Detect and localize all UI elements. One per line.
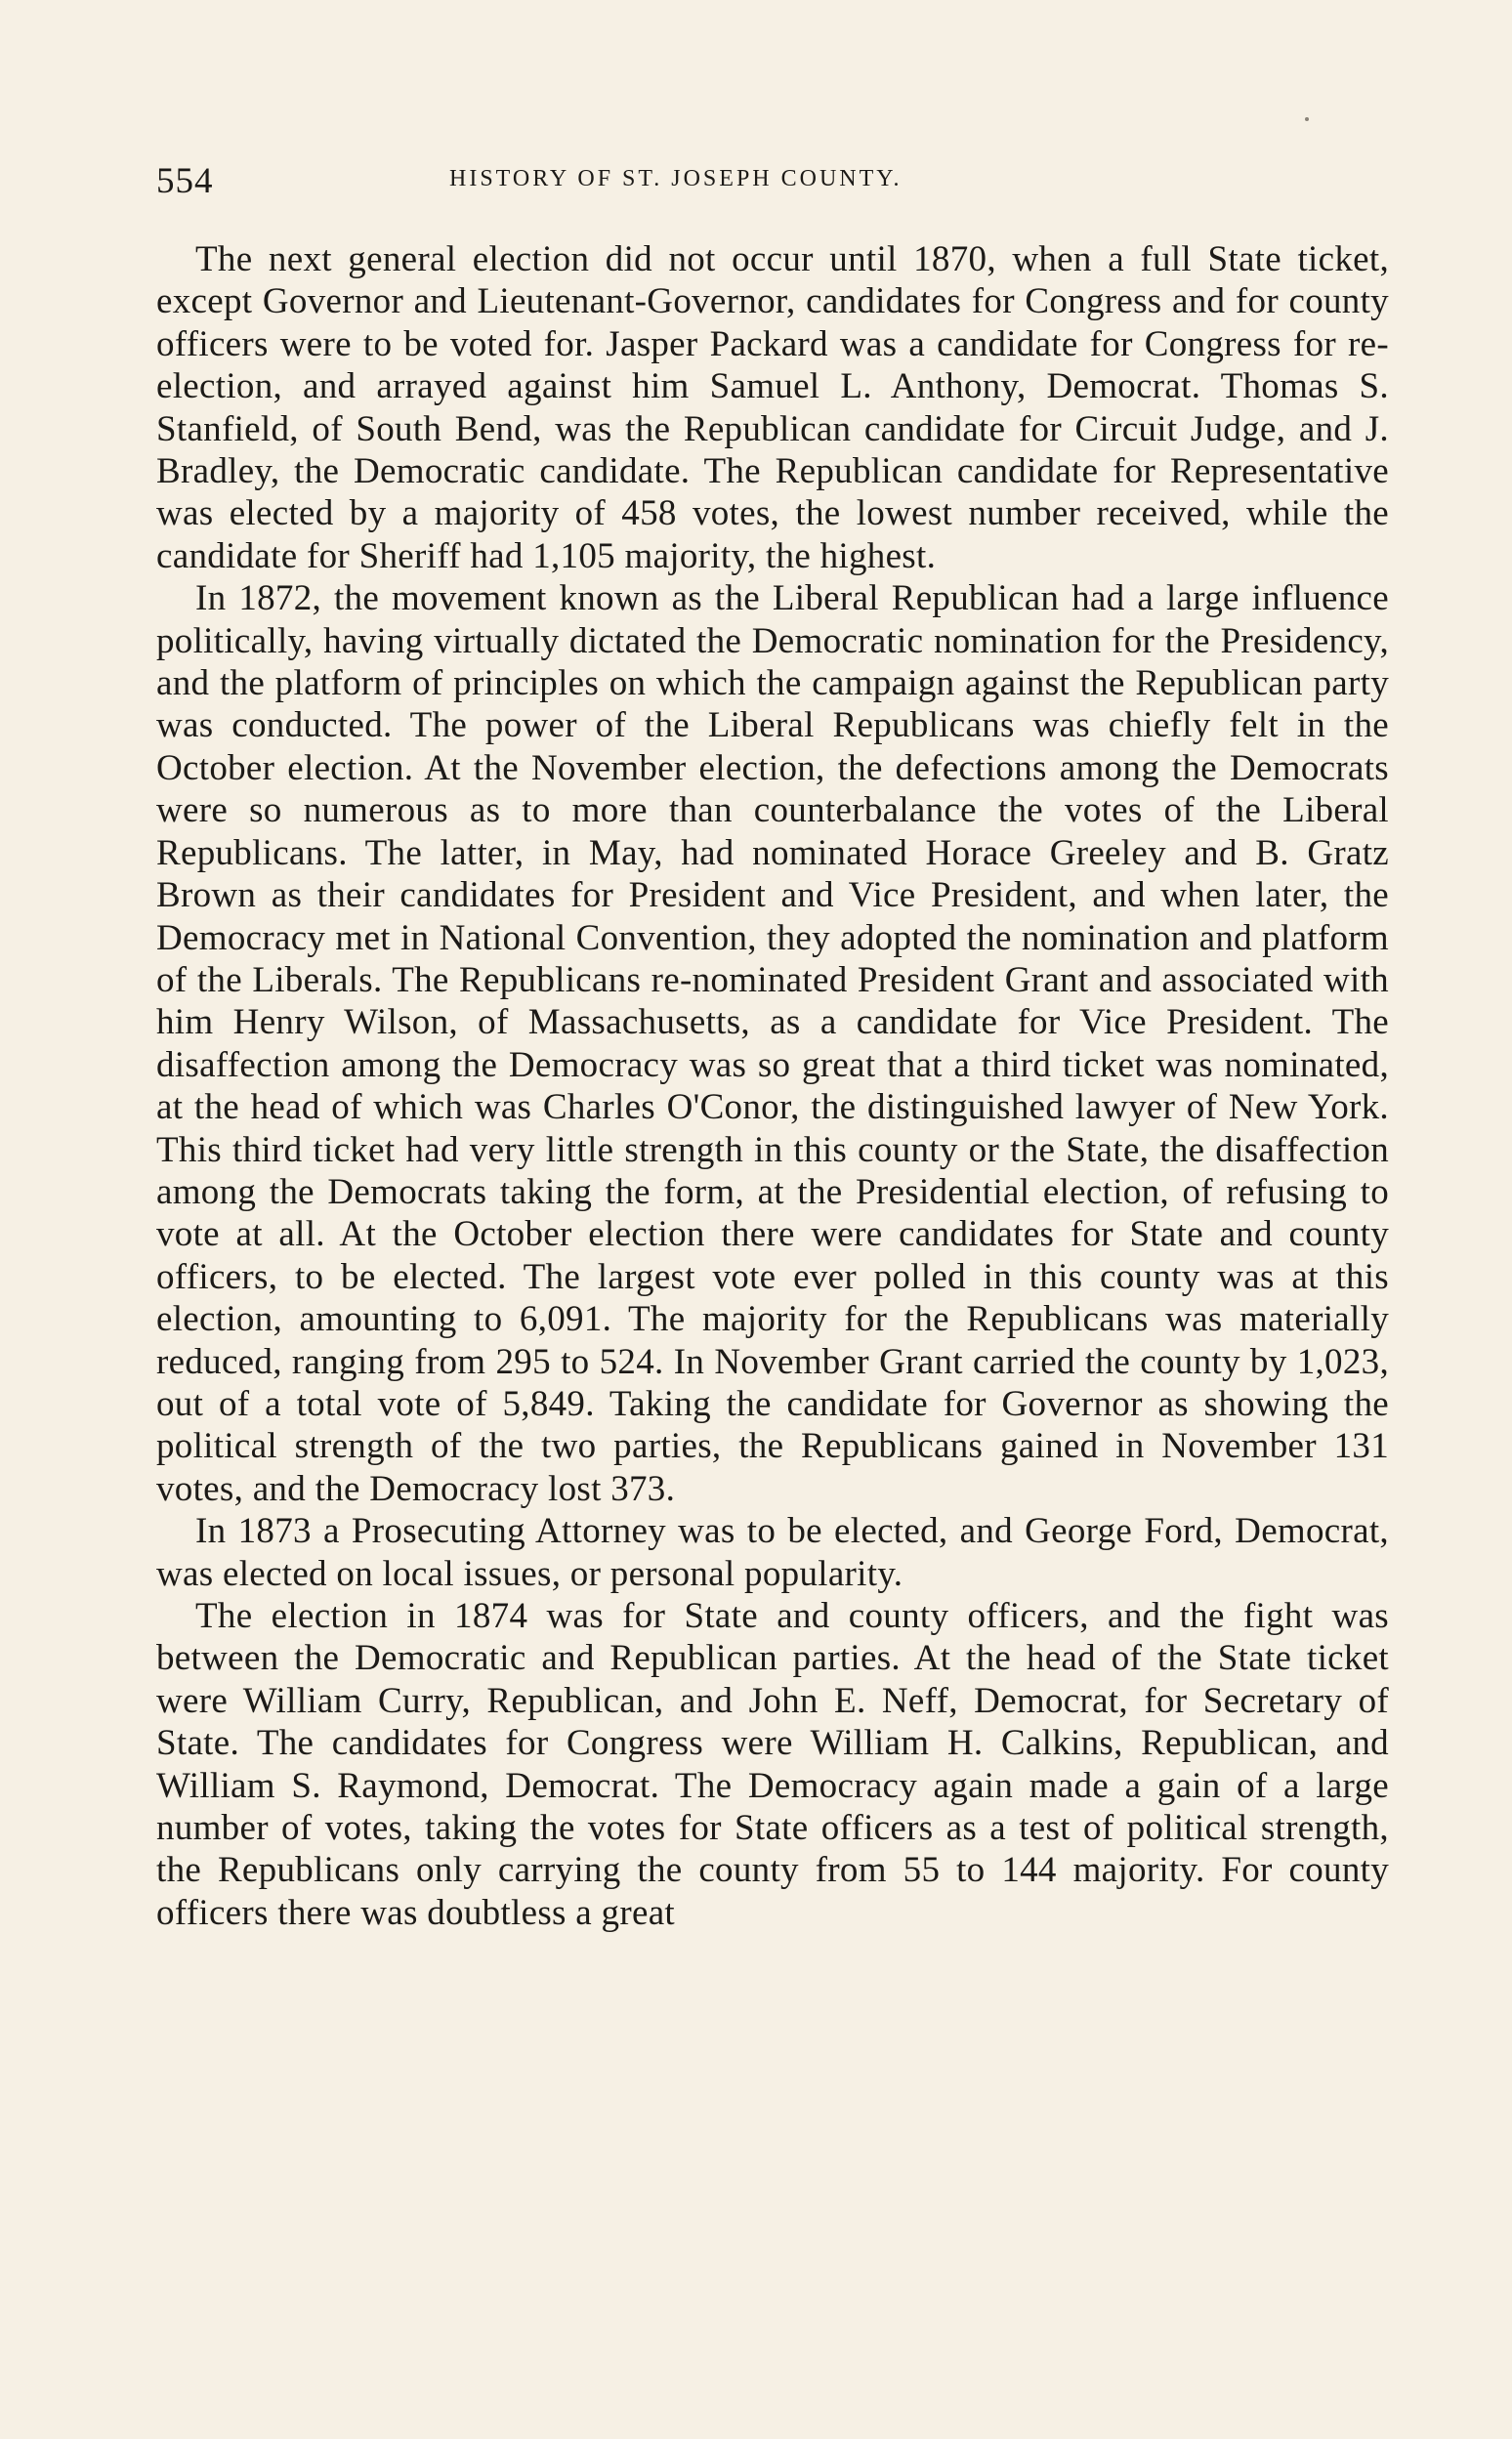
page-number: 554 <box>156 161 214 201</box>
paper-speck <box>1305 117 1309 121</box>
paragraph-1873-election: In 1873 a Prosecuting Attorney was to be elected, and George Ford, Democrat, was elected on local issues, or personal popularity. <box>156 1511 1389 1594</box>
paragraph-1872-election: In 1872, the movement known as the Liberal Republican had a large influence politically, having virtually dictated the Democratic nomination for the Presidency, and the platform of principles on which the campaign against the Republican party was conducted. The power of the Liberal Republicans was chiefly felt in the October election. At the November election, the defections among the Democrats were so numerous as to more than counterbalance the votes of the Liberal Republicans. The latter, in May, had nominated Horace Greeley and B. Gratz Brown as their candidates for President and Vice President, and when later, the Democracy met in National Convention, they adopted the nomination and platform of the Liberals. The Republicans re-nominated President Grant and associated with him Henry Wilson, of Massachusetts, as a candidate for Vice President. The disaffection among the Democracy was so great that a third ticket was nominated, at the head of which was Charles O'Conor, the distinguished lawyer of New York. This third ticket had very little strength in this county or the State, the disaffection among the Democrats taking the form, at the Presidential election, of refusing to vote at all. At the October election there were candidates for State and county officers, to be elected. The largest vote ever polled in this county was at this election, amounting to 6,091. The majority for the Republicans was materially reduced, ranging from 295 to 524. In November Grant carried the county by 1,023, out of a total vote of 5,849. Taking the candidate for Governor as showing the political strength of the two parties, the Republicans gained in November 131 votes, and the Democracy lost 373. <box>156 578 1389 1509</box>
book-page <box>156 137 1389 1934</box>
paragraph-1874-election: The election in 1874 was for State and county officers, and the fight was between the Democratic and Republican parties. At the head of the State ticket were William Curry, Republican, and John E. Neff, Democrat, for Secretary of State. The candidates for Congress were William H. Calkins, Republican, and William S. Raymond, Democrat. The Democracy again made a gain of a large number of votes, taking the votes for State officers as a test of political strength, the Republicans only carrying the county from 55 to 144 majority. For county officers there was doubtless a great <box>156 1596 1389 1933</box>
running-head <box>156 137 1389 201</box>
running-title: HISTORY OF ST. JOSEPH COUNTY. <box>449 166 903 191</box>
body-text <box>156 238 1389 1934</box>
paragraph-1870-election: The next general election did not occur until 1870, when a full State ticket, except Governor and Lieutenant-Governor, candidates for Congress and for county officers were to be voted for. Jasper Packard was a candidate for Congress for re-election, and arrayed against him Samuel L. Anthony, Democrat. Thomas S. Stanfield, of South Bend, was the Republican candidate for Circuit Judge, and J. Bradley, the Democratic candidate. The Republican candidate for Representative was elected by a majority of 458 votes, the lowest number received, while the candidate for Sheriff had 1,105 majority, the highest. <box>156 239 1389 576</box>
